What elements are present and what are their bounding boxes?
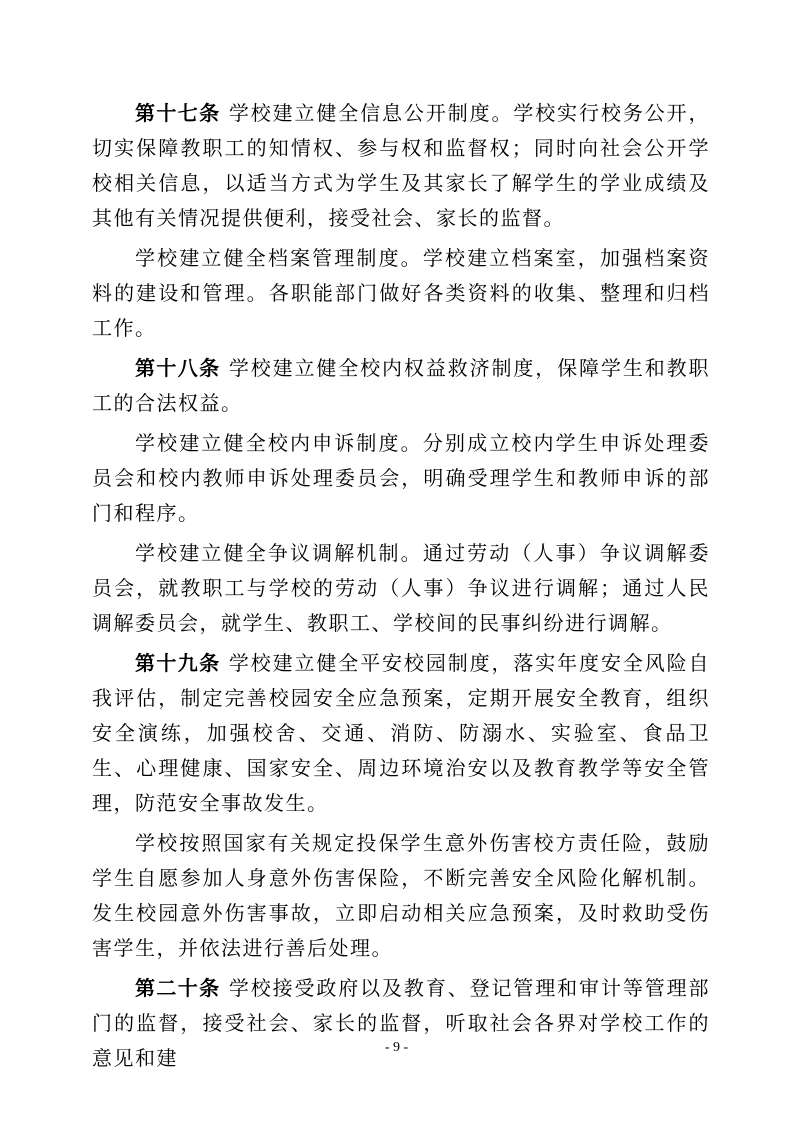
- document-body: [92, 96, 710, 1081]
- paragraph-archives: [92, 241, 710, 346]
- paragraph-text: 学校建立健全平安校园制度，落实年度安全风险自我评估，制定完善校园安全应急预案，定期开展安全教育，组织安全演练，加强校舍、交通、消防、防溺水、实验室、食品卫生、心理健康、国家安全、周边环境治安以及教育教学等安全管理，防范安全事故发生。: [92, 651, 711, 815]
- paragraph-article-19: [92, 646, 710, 821]
- paragraph-text: 学校按照国家有关规定投保学生意外伤害校方责任险，鼓励学生自愿参加人身意外伤害保险，不断完善安全风险化解机制。发生校园意外伤害事故，立即启动相关应急预案，及时救助受伤害学生，并依法进行善后处理。: [92, 831, 710, 960]
- paragraph-article-18: [92, 351, 710, 421]
- paragraph-text: 学校建立健全档案管理制度。学校建立档案室，加强档案资料的建设和管理。各职能部门做好各类资料的收集、整理和归档工作。: [92, 246, 710, 340]
- article-heading: 第十九条: [135, 651, 221, 675]
- paragraph-insurance: [92, 826, 710, 966]
- article-heading: 第十八条: [135, 356, 221, 380]
- paragraph-text: 学校建立健全校内权益救济制度，保障学生和教职工的合法权益。: [92, 356, 711, 415]
- paragraph-mediation: [92, 536, 710, 641]
- article-heading: 第二十条: [135, 976, 221, 1000]
- article-heading: 第十七条: [135, 101, 221, 125]
- paragraph-text: 学校建立健全校内申诉制度。分别成立校内学生申诉处理委员会和校内教师申诉处理委员会，明确受理学生和教师申诉的部门和程序。: [92, 431, 710, 525]
- paragraph-article-17: [92, 96, 710, 236]
- page-number: - 9 -: [384, 1040, 409, 1055]
- paragraph-appeals: [92, 426, 710, 531]
- paragraph-article-20: [92, 971, 710, 1076]
- paragraph-text: 学校接受政府以及教育、登记管理和审计等管理部门的监督，接受社会、家长的监督，听取社会各界对学校工作的意见和建: [92, 976, 711, 1070]
- paragraph-text: 学校建立健全信息公开制度。学校实行校务公开，切实保障教职工的知情权、参与权和监督权；同时向社会公开学校相关信息，以适当方式为学生及其家长了解学生的学业成绩及其他有关情况提供便利，接受社会、家长的监督。: [92, 101, 711, 230]
- paragraph-text: 学校建立健全争议调解机制。通过劳动（人事）争议调解委员会，就教职工与学校的劳动（人事）争议进行调解；通过人民调解委员会，就学生、教职工、学校间的民事纠纷进行调解。: [92, 541, 710, 635]
